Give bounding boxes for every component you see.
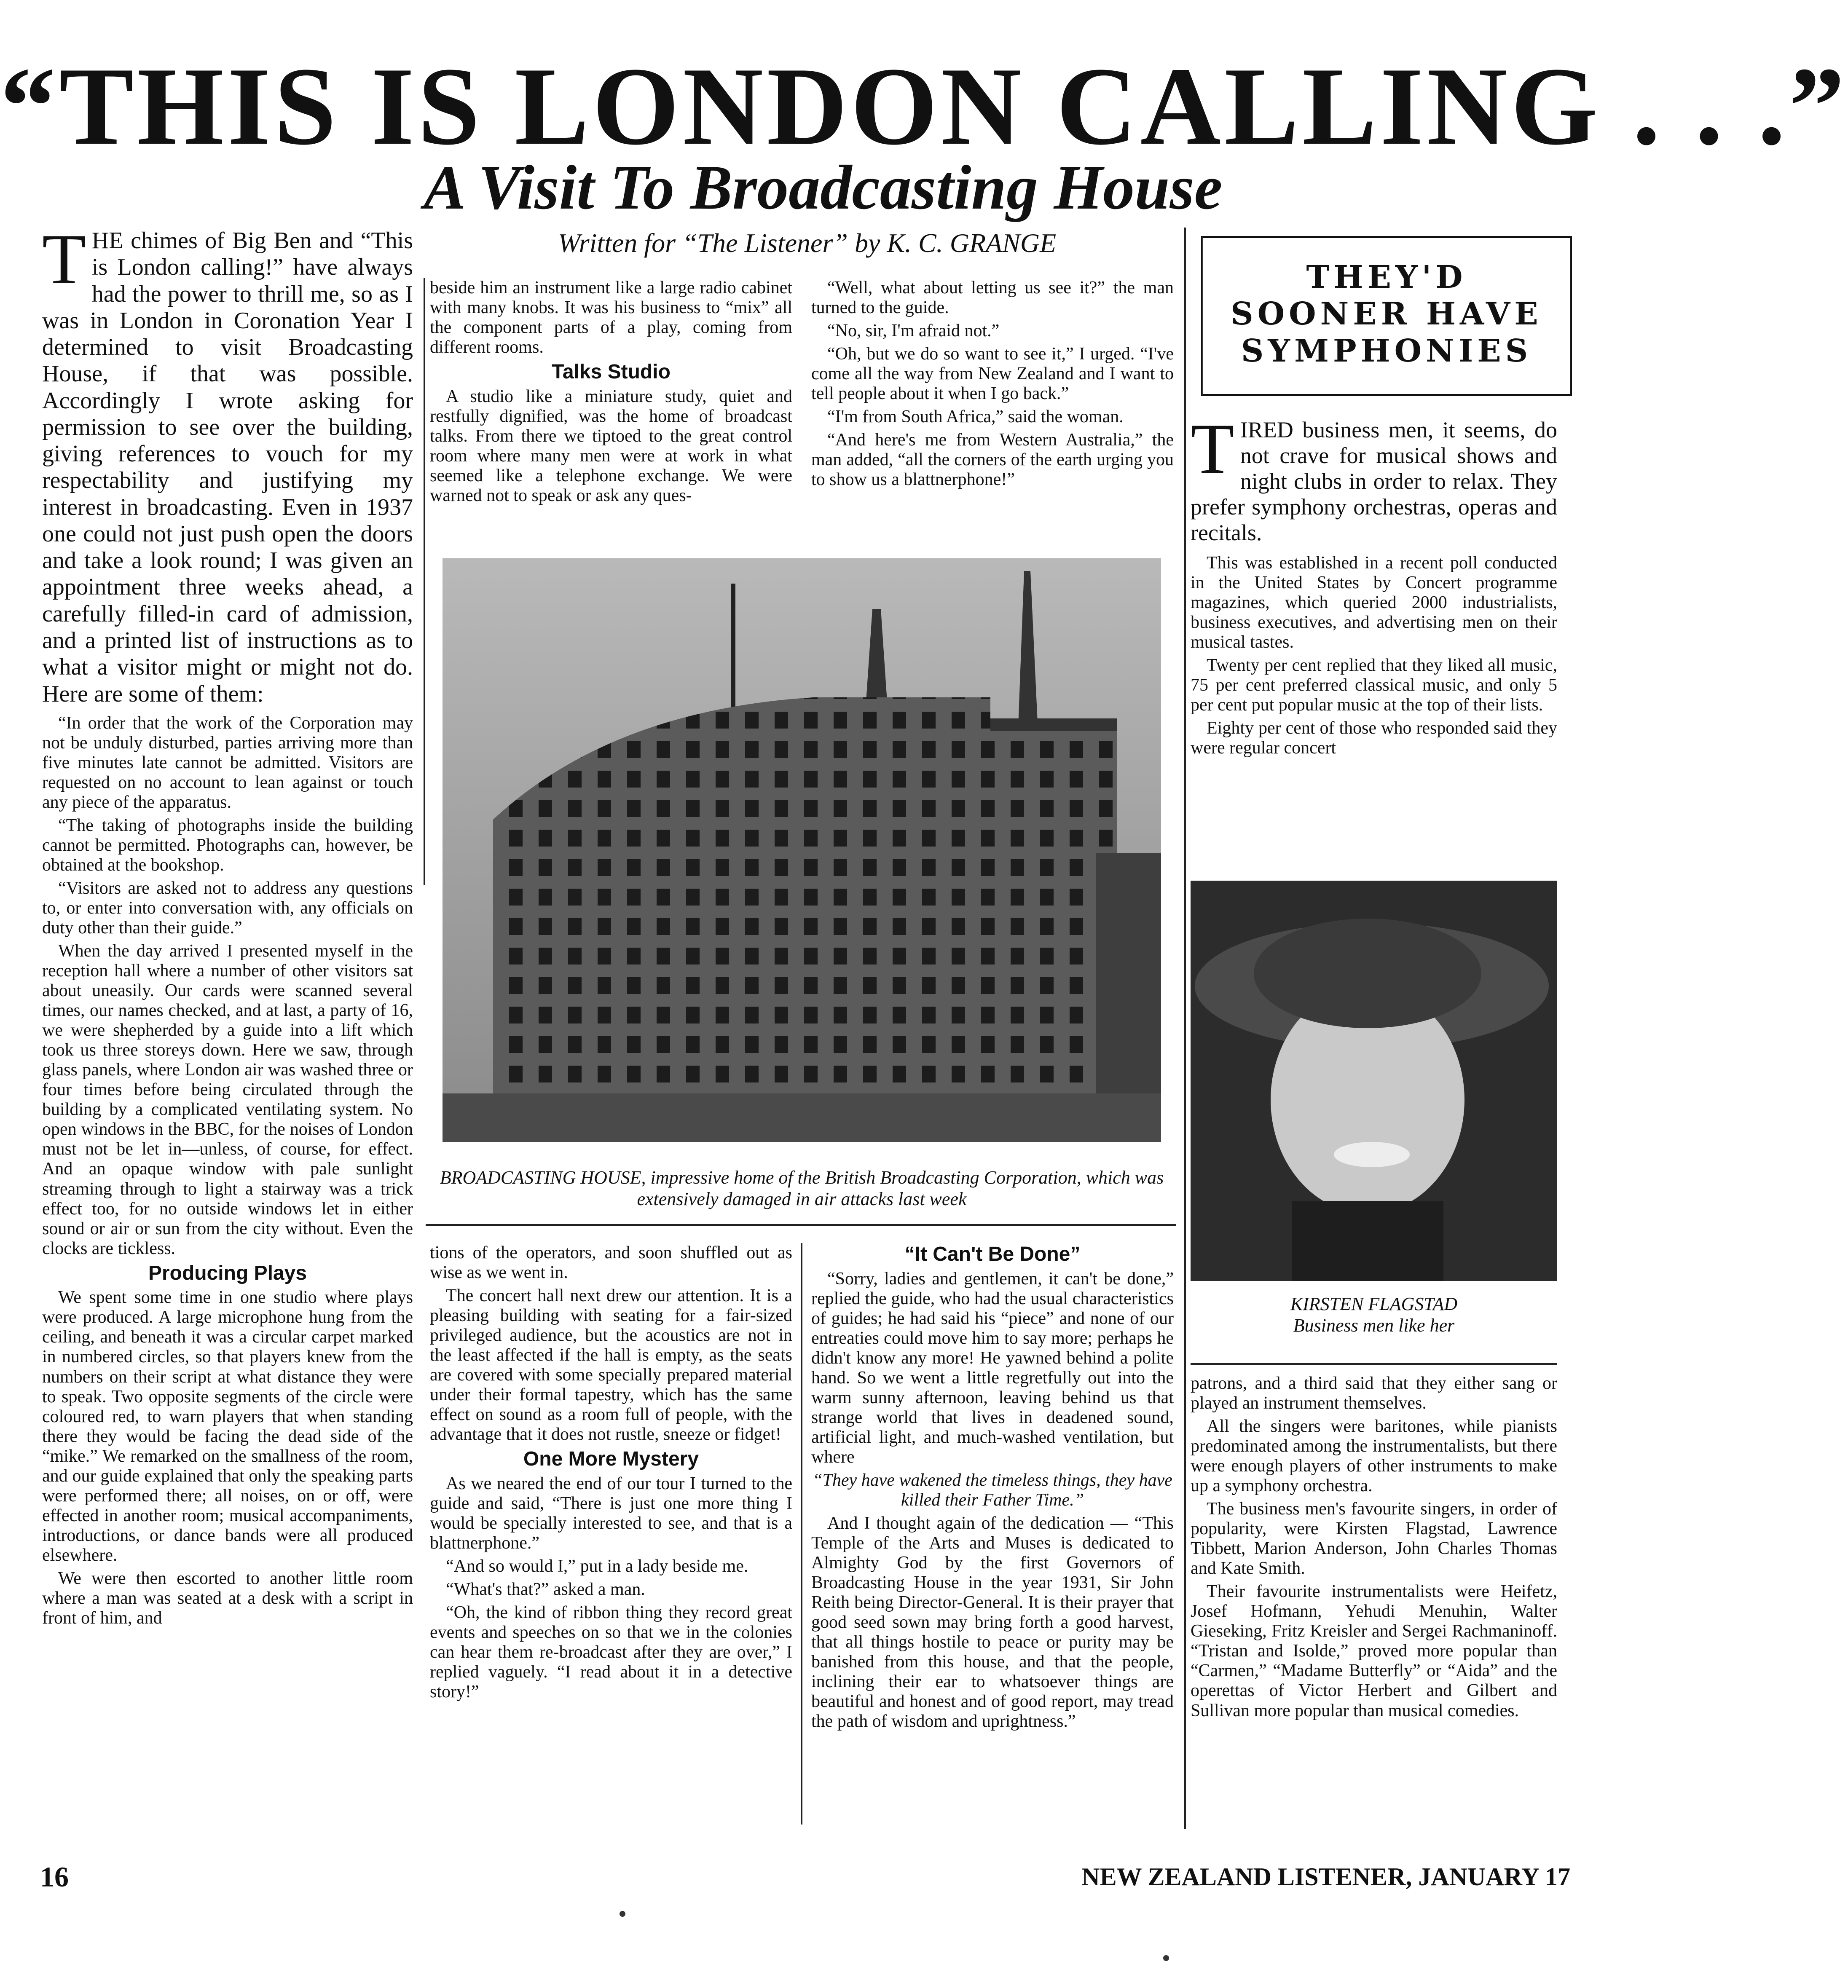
paragraph: As we neared the end of our tour I turned to the guide and said, “There is just one more thing I would be specially interested to see, and that is a blattnerphone.”: [430, 1474, 792, 1553]
paragraph: “No, sir, I'm afraid not.”: [827, 321, 1000, 341]
paragraph: “In order that the work of the Corporation may not be unduly disturbed, parties arriving more than five minutes late cannot be admitted. Visitors are requested on no account to lean against or touch any piece of the apparatus.: [42, 713, 413, 812]
column-2-bottom: [430, 1243, 792, 1705]
byline: Written for “The Listener” by K. C. GRANGE: [558, 228, 1057, 258]
sidebar-title-line: SYMPHONIES: [1241, 332, 1532, 369]
paragraph: “And here's me from Western Australia,” the man added, “all the corners of the earth urging you to show us a blattnerphone!”: [811, 430, 1174, 490]
drop-cap: T: [1191, 409, 1234, 488]
intro-text: HE chimes of Big Ben and “This is London calling!” have always had the power to thrill me, so as I was in London in Coronation Year I determined to visit Broadcasting House, if that was possible. Accordingly I wrote asking for permission to see over the building, giving references to vouch for my respectability and justifying my interest in broadcasting. Even in 1937 one could not just push open the doors and take a look round; I was given an appointment three weeks ahead, a carefully filled-in card of admission, and a printed list of instructions as to what a visitor might or might not do. Here are some of them:: [42, 228, 413, 707]
section-heading: Producing Plays: [148, 1262, 307, 1284]
portrait-caption: [1191, 1294, 1557, 1336]
drop-cap: T: [42, 220, 86, 299]
print-speck: [1163, 1955, 1169, 1961]
subheadline: A Visit To Broadcasting House: [424, 153, 1223, 222]
paragraph: beside him an instrument like a large radio cabinet with many knobs. It was his business to “mix” all the component parts of a play, coming from different rooms.: [430, 278, 792, 357]
paragraph: patrons, and a third said that they either sang or played an instrument themselves.: [1191, 1374, 1557, 1413]
paragraph: Eighty per cent of those who responded said they were regular concert: [1191, 718, 1557, 758]
sidebar-title-box: [1201, 236, 1572, 396]
column-3-top: [811, 278, 1174, 493]
sidebar-intro: [1191, 409, 1557, 546]
paragraph: The concert hall next drew our attention. It is a pleasing building with seating for a fair-sized privileged audience, but the acoustics are not in the least affected if the hall is empty, as the seats are covered with some specially prepared material under their formal tapestry, which has the same effect on sound as a room full of people, with the advantage that it does not rustle, sneeze or fidget!: [430, 1286, 792, 1444]
paragraph: “Well, what about letting us see it?” the man turned to the guide.: [811, 278, 1174, 318]
photo-caption: BROADCASTING HOUSE, impressive home of the British Broadcasting Corporation, which was extensively damaged in air attacks last week: [440, 1167, 1164, 1209]
publication-line: NEW ZEALAND LISTENER, JANUARY 17: [1081, 1863, 1570, 1891]
portrait-illustration: [1191, 881, 1557, 1281]
paragraph: “Sorry, ladies and gentlemen, it can't be done,” replied the guide, who had the usual characteristics of guides; he had said his “piece” and none of our entreaties could move him to say more; perhaps he didn't know any more! He yawned behind a polite hand. So we went a little regretfully out into the warm sunny afternoon, leaving behind us that strange world that lives in deadened sound, artificial light, and much-washed ventilation, but where: [811, 1269, 1174, 1467]
section-heading: “It Can't Be Done”: [904, 1243, 1081, 1265]
paragraph: “And so would I,” put in a lady beside me.: [446, 1557, 748, 1576]
headline: “THIS IS LONDON CALLING . . .”: [0, 45, 1848, 168]
portrait-name: KIRSTEN FLAGSTAD: [1290, 1294, 1458, 1314]
column-divider: [801, 1243, 802, 1825]
paragraph: “The taking of photographs inside the building cannot be permitted. Photographs can, however, be obtained at the bookshop.: [42, 815, 413, 875]
page-number: 16: [40, 1861, 69, 1893]
paragraph: We spent some time in one studio where plays were produced. A large microphone hung from the ceiling, and beneath it was a circular carpet marked in numbered circles, so that players knew from the numbers on their script at what distance they were to speak. Two opposite segments of the circle were coloured red, to warn players that when standing there they would be facing the dead side of the “mike.” We remarked on the smallness of the room, and our guide explained that only the speaking parts were performed there; all noises, on or off, were effected in another room; musical accompaniments, introductions, or dance bands were all produced elsewhere.: [42, 1288, 413, 1565]
sidebar-divider: [1184, 228, 1186, 1829]
building-illustration: [443, 558, 1161, 1142]
poetry-quote: “They have wakened the timeless things, they have killed their Father Time.”: [813, 1471, 1172, 1510]
paragraph: When the day arrived I presented myself in the reception hall where a number of other visitors sat about uneasily. Our cards were scanned several times, our names checked, and at last, a party of 16, we were shepherded by a guide into a lift which took us three storeys down. Here we saw, through glass panels, where London air was washed three or four times before being circulated through the building by a complicated ventilating system. No open windows in the BBC, for the noises of London must not be let in—unless, of course, for effect. And an opaque window with pale sunlight streaming through to light a stairway was a trick effect too, for no outside windows let in either sound or air or sun from the city without. Even the clocks are tickless.: [42, 941, 413, 1258]
print-speck: [620, 1911, 625, 1917]
paragraph: tions of the operators, and soon shuffled out as wise as we went in.: [430, 1243, 792, 1283]
sidebar-intro-text: IRED business men, it seems, do not crave for musical shows and night clubs in order to relax. They prefer symphony orchestras, operas and recitals.: [1191, 417, 1557, 546]
section-heading: Talks Studio: [552, 361, 671, 383]
paragraph: The business men's favourite singers, in order of popularity, were Kirsten Flagstad, Lawrence Tibbett, Marion Anderson, John Charles Thomas and Kate Smith.: [1191, 1499, 1557, 1578]
intro-paragraph: [42, 220, 413, 707]
kirsten-flagstad-photo: [1191, 881, 1557, 1281]
column-1: [42, 220, 413, 1632]
paragraph: And I thought again of the dedication — “This Temple of the Arts and Muses is dedicated to Almighty God by the first Governors of Broadcasting House in the year 1931, Sir John Reith being Director-General. It is their prayer that good seed sown may bring forth a good harvest, that all things hostile to peace or purity may be banished from this house, and that the people, inclining their ear to whatsoever things are beautiful and honest and of good report, may tread the path of wisdom and uprightness.”: [811, 1514, 1174, 1731]
sidebar-title-line: THEY'D: [1306, 259, 1467, 295]
column-3-bottom: [811, 1243, 1174, 1735]
paragraph: “Oh, but we do so want to see it,” I urged. “I've come all the way from New Zealand and I want to tell people about it when I go back.”: [811, 344, 1174, 404]
section-heading: One More Mystery: [523, 1448, 699, 1471]
portrait-subcaption: Business men like her: [1293, 1315, 1455, 1336]
broadcasting-house-photo: [443, 558, 1161, 1142]
caption-divider: [426, 1224, 1176, 1226]
paragraph: We were then escorted to another little room where a man was seated at a desk with a script in front of him, and: [42, 1568, 413, 1628]
paragraph: A studio like a miniature study, quiet and restfully dignified, was the home of broadcast talks. From there we tiptoed to the great control room where many men were at work in what seemed like a telephone exchange. We were warned not to speak or ask any ques-: [430, 386, 792, 506]
paragraph: This was established in a recent poll conducted in the United States by Concert programme magazines, which queried 2000 industrialists, business executives, and advertising men on their musical tastes.: [1191, 553, 1557, 652]
column-2-top: [430, 278, 792, 509]
paragraph: Twenty per cent replied that they liked all music, 75 per cent preferred classical music, and only 5 per cent put popular music at the top of their lists.: [1191, 656, 1557, 715]
sidebar-bottom: [1191, 1374, 1557, 1724]
paragraph: “Visitors are asked not to address any questions to, or enter into conversation with, any officials on duty other than their guide.”: [42, 879, 413, 938]
paragraph: All the singers were baritones, while pianists predominated among the instrumentalists, but there were enough players of other instruments to make up a symphony orchestra.: [1191, 1417, 1557, 1496]
column-divider: [424, 278, 425, 885]
paragraph: Their favourite instrumentalists were Heifetz, Josef Hofmann, Yehudi Menuhin, Walter Gieseking, Fritz Kreisler and Sergei Rachmaninoff. “Tristan and Isolde,” proved more popular than “Carmen,” “Madame Butterfly” or “Aida” and the operettas of Victor Herbert and Gilbert and Sullivan more popular than musical comedies.: [1191, 1582, 1557, 1720]
paragraph: “Oh, the kind of ribbon thing they record great events and speeches on so that we in the colonies can hear them re-broadcast after they are over,” I replied vaguely. “I read about it in a detective story!”: [430, 1603, 792, 1702]
sidebar-title-line: SOONER HAVE: [1231, 296, 1542, 332]
paragraph: “I'm from South Africa,” said the woman.: [827, 407, 1124, 427]
sidebar-top: [1191, 409, 1557, 761]
portrait-divider: [1191, 1363, 1557, 1365]
paragraph: “What's that?” asked a man.: [446, 1580, 645, 1600]
